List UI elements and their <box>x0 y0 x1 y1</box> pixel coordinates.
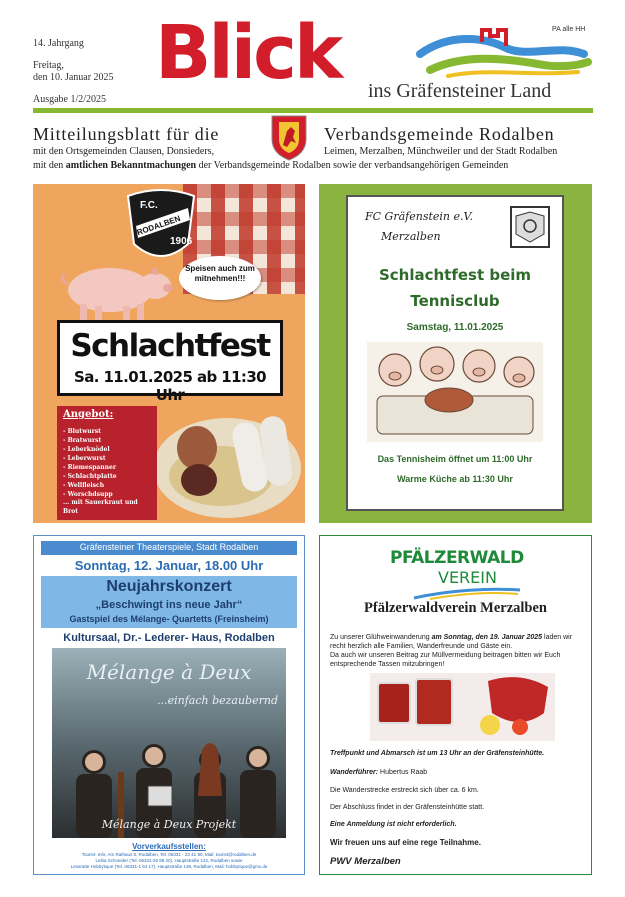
concert-date: Sonntag, 12. Januar, 18.00 Uhr <box>74 558 264 573</box>
communities-right: Leimen, Merzalben, Münchweiler und der Stadt Rodalben <box>324 146 558 157</box>
municipality-label: Verbandsgemeinde Rodalben <box>324 124 555 144</box>
pwv-title: Pfälzerwaldverein Merzalben <box>364 600 547 616</box>
band-project: Mélange à Deux Projekt <box>101 818 237 831</box>
masthead-title: Blick <box>155 10 341 96</box>
pwv-end-point: Der Abschluss findet in der Gräfensteinhütte statt. <box>330 804 485 811</box>
tennis-club-name: FC Gräfenstein e.V. <box>365 210 474 223</box>
presale-title: Vorverkaufsstellen: <box>132 842 206 851</box>
issue-number: Ausgabe 1/2/2025 <box>33 94 107 105</box>
offer-footer: ... mit Sauerkraut und Brot <box>63 499 138 515</box>
concert-title: Neujahrskonzert <box>106 578 232 595</box>
offer-item: - Wellfleisch <box>63 482 105 489</box>
presale-line-2: Leiba Schneider (Tel. 06331-25 88 20), Hauptstraße 142, Rodalben sowie <box>95 858 243 863</box>
official-notice-line: mit den amtlichen Bekanntmachungen der Verbandsgemeinde Rodalben sowie der verbandsangehörigen Gemeinden <box>33 160 509 171</box>
offer-item: - Riemespanner <box>63 464 116 471</box>
offer-list <box>63 427 155 499</box>
offer-item: - Leberwurst <box>63 455 106 462</box>
offer-item: - Bratwurst <box>63 437 102 444</box>
coat-of-arms-icon <box>269 113 309 161</box>
presale-line-1: Tourist- Info, Am Rathaus 8, Rodalben, Tel. 06331 - 23 41 80, Mail: tourist@rodalben.de <box>81 852 257 857</box>
offer-item: - Leberknödel <box>63 446 110 453</box>
concert-guest: Gastspiel des Mélange- Quartetts (Freinsheim) <box>69 614 269 624</box>
pwv-registration: Eine Anmeldung ist nicht erforderlich. <box>330 821 457 828</box>
takeaway-text: Speisen auch zum mitnehmen!!! <box>185 264 255 283</box>
pigs-illustration <box>367 342 543 442</box>
offer-item: - Schlachtplatte <box>63 473 117 480</box>
concert-venue: Kultursaal, Dr.- Lederer- Haus, Rodalben <box>63 632 275 644</box>
issue-date: den 10. Januar 2025 <box>33 72 114 83</box>
band-name: Mélange à Deux <box>86 660 252 684</box>
tennis-opening-time: Das Tennisheim öffnet um 11:00 Uhr <box>377 454 533 464</box>
theatre-name: Gräfensteiner Theaterspiele, Stadt Rodalben <box>79 542 259 552</box>
tennis-date: Samstag, 11.01.2025 <box>406 322 504 333</box>
tennis-club-town: Merzalben <box>381 230 441 243</box>
pwv-signature: PWV Merzalben <box>330 856 401 867</box>
header-divider <box>33 108 593 113</box>
bulletin-label: Mitteilungsblatt für die <box>33 124 220 144</box>
pwv-logo-swoosh-icon <box>410 586 522 600</box>
tennis-title-line1: Schlachtfest beim <box>378 266 532 284</box>
club-name: RODALBEN <box>135 213 182 238</box>
concert-subtitle: „Beschwingt ins neue Jahr“ <box>95 599 243 611</box>
tennis-club-logo-icon <box>510 206 550 248</box>
ad-neujahrskonzert <box>33 535 305 875</box>
offer-title: Angebot: <box>63 409 114 420</box>
landscape-logo <box>408 24 593 86</box>
distribution-note: PA alle HH <box>552 26 586 33</box>
band-tagline: ...einfach bezaubernd <box>157 694 278 707</box>
pwv-guide: Wanderführer: Hubertus Raab <box>330 769 428 776</box>
ad-schlachtfest-tennisclub <box>319 184 592 523</box>
pwv-intro: Zu unserer Glühweinwanderung am Sonntag, den 19. Januar 2025 laden wir recht herzlich alle Familien, Wanderfreunde und Gäste ein. Da auch wir unseren Beitrag zur Müllvermeidung beitragen bitten wir Euch entsprechende Tassen mitzubringen! <box>330 634 573 668</box>
ad-pfaelzerwaldverein <box>319 535 592 875</box>
club-year: 1906 <box>170 236 193 247</box>
mulled-wine-image <box>370 673 555 741</box>
event-title: Schlachtfest <box>70 328 270 364</box>
offer-item: - Blutwurst <box>63 428 101 435</box>
tennis-kitchen-time: Warme Küche ab 11:30 Uhr <box>397 474 513 484</box>
offer-item: - Worschdsupp <box>63 491 113 498</box>
tennis-title-line2: Tennisclub <box>410 292 500 310</box>
weekday: Freitag, <box>33 60 64 71</box>
pwv-meeting-point: Treffpunkt und Abmarsch ist um 13 Uhr an der Gräfensteinhütte. <box>330 750 545 757</box>
event-date: Sa. 11.01.2025 ab 11:30 Uhr <box>74 368 266 404</box>
volume: 14. Jahrgang <box>33 38 84 49</box>
pwv-logo-line2: VEREIN <box>438 568 497 587</box>
pig-image <box>55 254 175 324</box>
pwv-closing: Wir freuen uns auf eine rege Teilnahme. <box>330 838 481 847</box>
masthead-subtitle: ins Gräfensteiner Land <box>368 80 552 102</box>
pwv-logo-line1: PFÄLZERWALD <box>390 548 524 568</box>
pwv-distance: Die Wanderstrecke erstreckt sich über ca. 6 km. <box>330 787 479 794</box>
communities-left: mit den Ortsgemeinden Clausen, Donsieders, <box>33 146 215 157</box>
presale-line-3: Leseratte Hobbytique (Tel. 06331-1 64 17), Hauptstraße 138, Rodalben, Mail: hobbytique@gmx.de <box>70 864 268 869</box>
food-plate-image <box>151 398 301 518</box>
ad-schlachtfest-fc-rodalben <box>33 184 305 523</box>
club-initials: F.C. <box>140 200 158 211</box>
